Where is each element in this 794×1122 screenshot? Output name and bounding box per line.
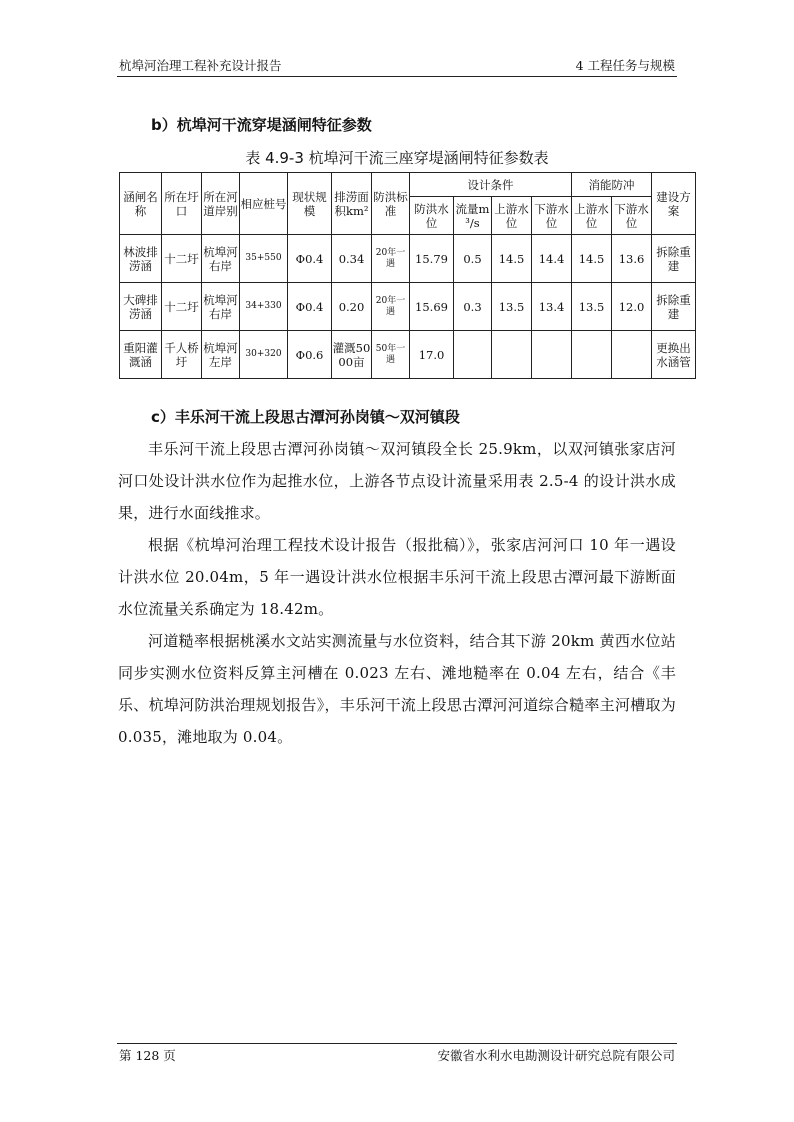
cell-energy-upstream-level xyxy=(572,331,612,379)
body-paragraph: 丰乐河干流上段思古潭河孙岗镇～双河镇段全长 25.9km，以双河镇张家店河河口处设计洪水位作为起推水位，上游各节点设计流量采用表 2.5-4 的设计洪水成果，进行水面线推求。 xyxy=(118,440,676,522)
header-station: 相应桩号 xyxy=(240,173,288,235)
cell-energy-downstream-level: 12.0 xyxy=(612,283,652,331)
cell-upstream-level xyxy=(492,331,532,379)
header-report-title: 杭埠河治理工程补充设计报告 xyxy=(119,58,282,73)
cell-location: 十二圩 xyxy=(162,283,202,331)
header-bank: 所在河道岸别 xyxy=(202,173,240,235)
cell-location: 十二圩 xyxy=(162,235,202,283)
cell-flood-level: 15.69 xyxy=(410,283,454,331)
page-number: 第 128 页 xyxy=(119,1048,176,1063)
cell-name: 大碑排涝涵 xyxy=(120,283,162,331)
cell-downstream-level xyxy=(532,331,572,379)
cell-upstream-level: 14.5 xyxy=(492,235,532,283)
cell-area: 0.34 xyxy=(332,235,372,283)
header-upstream-level: 上游水位 xyxy=(492,197,532,235)
cell-standard: 20年一遇 xyxy=(372,283,410,331)
header-standard: 防洪标准 xyxy=(372,173,410,235)
header-flood-level: 防洪水位 xyxy=(410,197,454,235)
cell-bank: 杭埠河右岸 xyxy=(202,283,240,331)
cell-downstream-level: 14.4 xyxy=(532,235,572,283)
cell-plan: 拆除重建 xyxy=(652,235,696,283)
header-area: 排涝面积km² xyxy=(332,173,372,235)
header-flow: 流量m³/s xyxy=(454,197,492,235)
section-c-heading: c）丰乐河干流上段思古潭河孙岗镇～双河镇段 xyxy=(151,408,460,426)
cell-name: 林波排涝涵 xyxy=(120,235,162,283)
table-row xyxy=(120,331,696,379)
cell-energy-downstream-level: 13.6 xyxy=(612,235,652,283)
header-energy-upstream-level: 上游水位 xyxy=(572,197,612,235)
cell-flow xyxy=(454,331,492,379)
cell-energy-upstream-level: 13.5 xyxy=(572,283,612,331)
table-row xyxy=(120,235,696,283)
cell-energy-downstream-level xyxy=(612,331,652,379)
cell-flood-level: 17.0 xyxy=(410,331,454,379)
sluice-parameter-table xyxy=(119,172,696,379)
table-header-row-1 xyxy=(120,173,696,197)
header-divider xyxy=(117,76,677,77)
cell-bank: 杭埠河右岸 xyxy=(202,235,240,283)
cell-flood-level: 15.79 xyxy=(410,235,454,283)
cell-plan: 更换出水涵管 xyxy=(652,331,696,379)
cell-scale: Φ0.4 xyxy=(288,235,332,283)
header-energy-dissipation: 消能防冲 xyxy=(572,173,652,197)
cell-name: 重阳灌溉涵 xyxy=(120,331,162,379)
cell-plan: 拆除重建 xyxy=(652,283,696,331)
cell-area: 灌溉5000亩 xyxy=(332,331,372,379)
header-plan: 建设方案 xyxy=(652,173,696,235)
cell-energy-upstream-level: 14.5 xyxy=(572,235,612,283)
cell-standard: 20年一遇 xyxy=(372,235,410,283)
cell-flow: 0.3 xyxy=(454,283,492,331)
cell-station: 30+320 xyxy=(240,331,288,379)
table-row xyxy=(120,283,696,331)
cell-scale: Φ0.4 xyxy=(288,283,332,331)
cell-upstream-level: 13.5 xyxy=(492,283,532,331)
cell-bank: 杭埠河左岸 xyxy=(202,331,240,379)
cell-location: 千人桥圩 xyxy=(162,331,202,379)
table-caption: 表 4.9-3 杭埠河干流三座穿堤涵闸特征参数表 xyxy=(245,149,549,167)
cell-station: 34+330 xyxy=(240,283,288,331)
cell-scale: Φ0.6 xyxy=(288,331,332,379)
section-b-heading: b）杭埠河干流穿堤涵闸特征参数 xyxy=(151,116,372,134)
body-paragraph: 河道糙率根据桃溪水文站实测流量与水位资料，结合其下游 20km 黄西水位站同步实测水位资料反算主河槽在 0.023 左右、滩地糙率在 0.04 左右，结合《丰乐、杭埠河防洪治理规划报告》，丰乐河干流上段思古潭河河道综合糙率主河槽取为 0.035，滩地取为 0.04。 xyxy=(118,632,676,746)
cell-station: 35+550 xyxy=(240,235,288,283)
footer-organization: 安徽省水利水电勘测设计研究总院有限公司 xyxy=(437,1048,675,1063)
cell-standard: 50年一遇 xyxy=(372,331,410,379)
header-energy-downstream-level: 下游水位 xyxy=(612,197,652,235)
page-header xyxy=(117,56,677,76)
footer-divider xyxy=(117,1043,677,1044)
header-scale: 现状规模 xyxy=(288,173,332,235)
cell-area: 0.20 xyxy=(332,283,372,331)
header-downstream-level: 下游水位 xyxy=(532,197,572,235)
header-location: 所在圩口 xyxy=(162,173,202,235)
header-name: 涵闸名称 xyxy=(120,173,162,235)
header-design-conditions: 设计条件 xyxy=(410,173,572,197)
header-chapter-title: 4 工程任务与规模 xyxy=(575,58,675,73)
body-paragraph: 根据《杭埠河治理工程技术设计报告（报批稿）》，张家店河河口 10 年一遇设计洪水位 20.04m，5 年一遇设计洪水位根据丰乐河干流上段思古潭河最下游断面水位流量关系确定为 18.42m。 xyxy=(118,536,676,618)
cell-flow: 0.5 xyxy=(454,235,492,283)
cell-downstream-level: 13.4 xyxy=(532,283,572,331)
